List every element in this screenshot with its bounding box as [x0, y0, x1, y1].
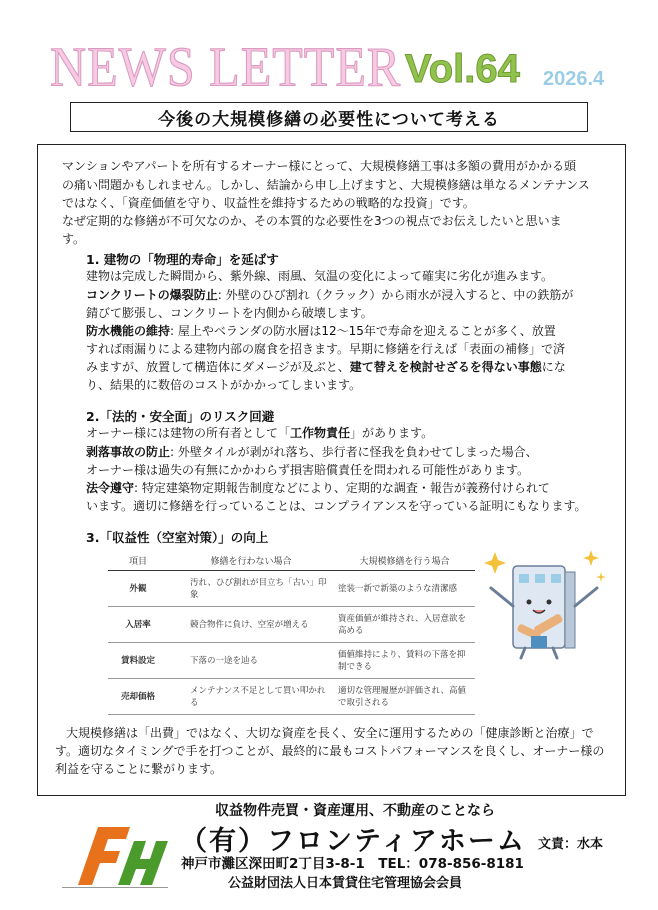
section-2-line-1 [86, 424, 433, 443]
closing-line-3: 利益を守ることに繋がります。 [55, 762, 223, 776]
repaired-building-illustration [473, 544, 613, 662]
table-cell-with: 適切な管理履歴が評価され、高値で取引される [334, 679, 475, 715]
law-text-2: います。適切に修繕を行っていることは、コンプライアンスを守っている証明にもなります。 [86, 499, 587, 513]
section-2-line-1b: 工作物責任 [290, 426, 351, 440]
fall-paragraph-line-1 [86, 443, 538, 462]
company-logo-icon [60, 815, 170, 895]
table-header-row [108, 550, 475, 571]
law-paragraph-line-1 [86, 479, 550, 498]
crack-paragraph-line-1 [86, 286, 573, 305]
law-label: 法令遵守 [86, 481, 135, 495]
water-paragraph-line-1 [86, 322, 556, 341]
intro-line-4: なぜ定期的な修繕が不可欠なのか、その本質的な必要性を3つの視点でお伝えしたいと思いま [62, 214, 562, 228]
newsletter-title: NEWS LETTER [50, 35, 402, 98]
headline-text: 今後の大規模修繕の必要性について考える [158, 109, 500, 130]
water-text-4: り、結果的に数倍のコストがかかってしまいます。 [86, 378, 362, 392]
section-3-title: 3.「収益性（空室対策）」の向上 [86, 530, 269, 545]
table-header-with: 大規模修繕を行う場合 [334, 550, 475, 571]
table-header-without: 修繕を行わない場合 [168, 550, 334, 571]
water-text-3c: にな [541, 360, 566, 374]
table-row [108, 571, 475, 607]
association-membership: 公益財団法人日本賃貸住宅管理協会会員 [228, 876, 463, 891]
headline [70, 102, 588, 132]
water-label: 防水機能の維持 [86, 324, 171, 338]
table-header-item: 項目 [108, 550, 168, 571]
author-credit: 文責：水本 [538, 837, 604, 852]
intro-line-3: ではなく、「資産価値を守り、収益性を維持するための戦略的な投資」です。 [62, 196, 475, 210]
table-row [108, 607, 475, 643]
intro-line-2: の痛い問題かもしれません。しかし、結論から申し上げますと、大規模修繕は単なるメンテナンス [62, 178, 590, 192]
law-text-1: : 特定建築物定期報告制度などにより、定期的な調査・報告が義務付けられて [134, 481, 550, 495]
crack-label: コンクリートの爆裂防止 [86, 288, 218, 302]
crack-text-1: : 外壁のひび割れ（クラック）から雨水が浸入すると、中の鉄筋が [217, 288, 574, 302]
crack-text-2: 錆びて膨張し、コンクリートを内側から破壊します。 [86, 306, 373, 320]
fall-text-2: オーナー様は過失の有無にかかわらず損害賠償責任を問われる可能性があります。 [86, 463, 530, 477]
table-cell-without: 下落の一途を辿る [168, 643, 334, 679]
section-2-title: 2.「法的・安全面」のリスク回避 [86, 409, 275, 424]
table-cell-with: 塗装一新で新築のような清潔感 [334, 571, 475, 607]
table-row [108, 643, 475, 679]
masthead [0, 0, 658, 100]
table-cell-without: 競合物件に負け、空室が増える [168, 607, 334, 643]
footer-tagline: 収益物件売買・資産運用、不動産のことなら [215, 803, 495, 819]
company-address: 神戸市灘区深田町2丁目3-8-1 TEL：078-856-8181 [181, 856, 524, 872]
table-row [108, 679, 475, 715]
water-text-3b: 建て替えを検討せざるを得ない事態 [349, 360, 542, 374]
section-2-line-1c: 」があります。 [350, 426, 434, 440]
section-1-line-1: 建物は完成した瞬間から、紫外線、雨風、気温の変化によって確実に劣化が進みます。 [86, 269, 554, 283]
closing-line-1: 大規模修繕は「出費」ではなく、大切な資産を長く、安全に運用するための「健康診断と治療」で [66, 726, 594, 740]
water-text-1: : 屋上やベランダの防水層は12～15年で寿命を迎えることが多く、放置 [170, 324, 556, 338]
water-text-2: すれば雨漏りによる建物内部の腐食を招きます。早期に修繕を行えば「表面の補修」で済 [86, 342, 566, 356]
table-cell-item: 売却価格 [108, 679, 168, 715]
water-text-3a: みますが、放置して構造体にダメージが及ぶと、 [86, 360, 350, 374]
intro-line-1: マンションやアパートを所有するオーナー様にとって、大規模修繕工事は多額の費用がかかる頭 [62, 159, 577, 173]
comparison-table [108, 550, 475, 715]
table-cell-with: 資産価値が維持され、入居意欲を高める [334, 607, 475, 643]
section-1-title: 1. 建物の「物理的寿命」を延ばす [86, 252, 279, 267]
issue-date: 2026.4 [543, 68, 605, 90]
intro-line-5: す。 [62, 232, 86, 246]
table-cell-item: 外観 [108, 571, 168, 607]
table-cell-without: メンテナンス不足として買い叩かれる [168, 679, 334, 715]
table-cell-with: 価値維持により、賃料の下落を抑制できる [334, 643, 475, 679]
section-2-line-1a: オーナー様には建物の所有者として「 [86, 426, 291, 440]
company-name: （有）フロンティアホーム [180, 826, 526, 857]
water-paragraph-line-3 [86, 358, 566, 377]
table-cell-item: 賃料設定 [108, 643, 168, 679]
volume-number: Vol.64 [405, 47, 520, 91]
table-cell-without: 汚れ、ひび割れが目立ち「古い」印象 [168, 571, 334, 607]
table-cell-item: 入居率 [108, 607, 168, 643]
fall-text-1: : 外壁タイルが剥がれ落ち、歩行者に怪我を負わせてしまった場合、 [170, 445, 538, 459]
fall-label: 剥落事故の防止 [86, 445, 171, 459]
closing-line-2: す。適切なタイミングで手を打つことが、最終的に最もコストパフォーマンスを良くし、オーナー様の [55, 744, 605, 758]
